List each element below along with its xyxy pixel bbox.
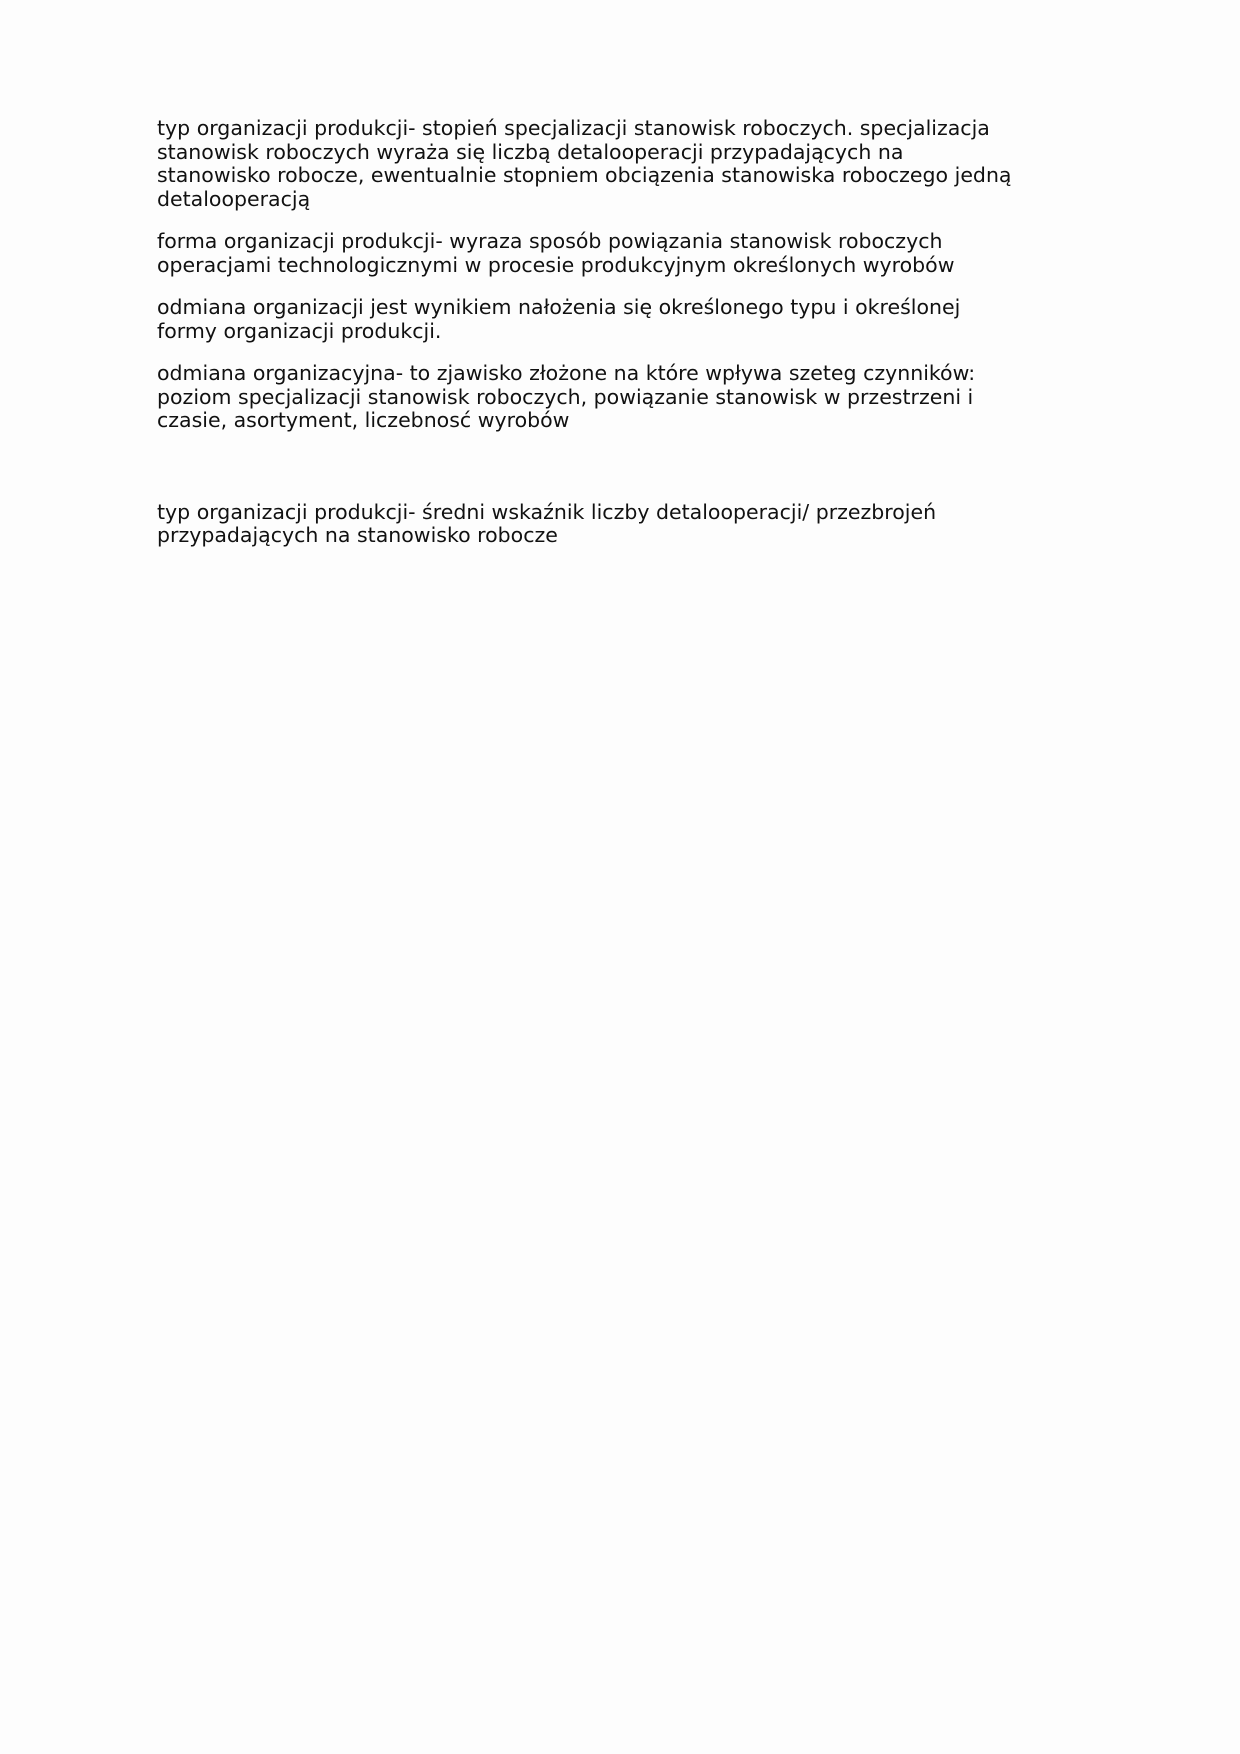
paragraph-typ-organizacji-definition xyxy=(157,117,1117,211)
text-line: formy organizacji produkcji. xyxy=(157,318,442,343)
document-body xyxy=(157,117,1117,567)
text-line: odmiana organizacji jest wynikiem nałożenia się określonego typu i określonej xyxy=(157,295,961,319)
text-line: typ organizacji produkcji- średni wskaźnik liczby detalooperacji/ przezbrojeń xyxy=(157,499,937,524)
text-line: stanowisko robocze, ewentualnie stopniem obciązenia stanowiska roboczego jedną xyxy=(157,163,1012,187)
text-line: detalooperacją xyxy=(157,186,311,211)
text-line: stanowisk roboczych wyraża się liczbą detalooperacji przypadających na xyxy=(157,139,904,164)
text-line: typ organizacji produkcji- stopień specjalizacji stanowisk roboczych. specjalizacja xyxy=(157,116,990,140)
paragraph-forma-organizacji-definition xyxy=(157,230,1117,277)
paragraph-odmiana-organizacji-definition xyxy=(157,296,1117,343)
text-line: operacjami technologicznymi w procesie produkcyjnym określonych wyrobów xyxy=(157,252,955,277)
empty-line-spacer xyxy=(157,452,1117,501)
text-line: przypadających na stanowisko robocze xyxy=(157,523,558,547)
text-line: czasie, asortyment, liczebnosć wyrobów xyxy=(157,408,570,432)
text-line: forma organizacji produkcji- wyraza sposób powiązania stanowisk roboczych xyxy=(157,229,943,253)
text-line: odmiana organizacyjna- to zjawisko złożone na które wpływa szeteg czynników: xyxy=(157,361,976,385)
paragraph-typ-organizacji-indicator xyxy=(157,501,1117,548)
paragraph-odmiana-organizacyjna-factors xyxy=(157,362,1117,433)
text-line: poziom specjalizacji stanowisk roboczych, powiązanie stanowisk w przestrzeni i xyxy=(157,384,974,409)
